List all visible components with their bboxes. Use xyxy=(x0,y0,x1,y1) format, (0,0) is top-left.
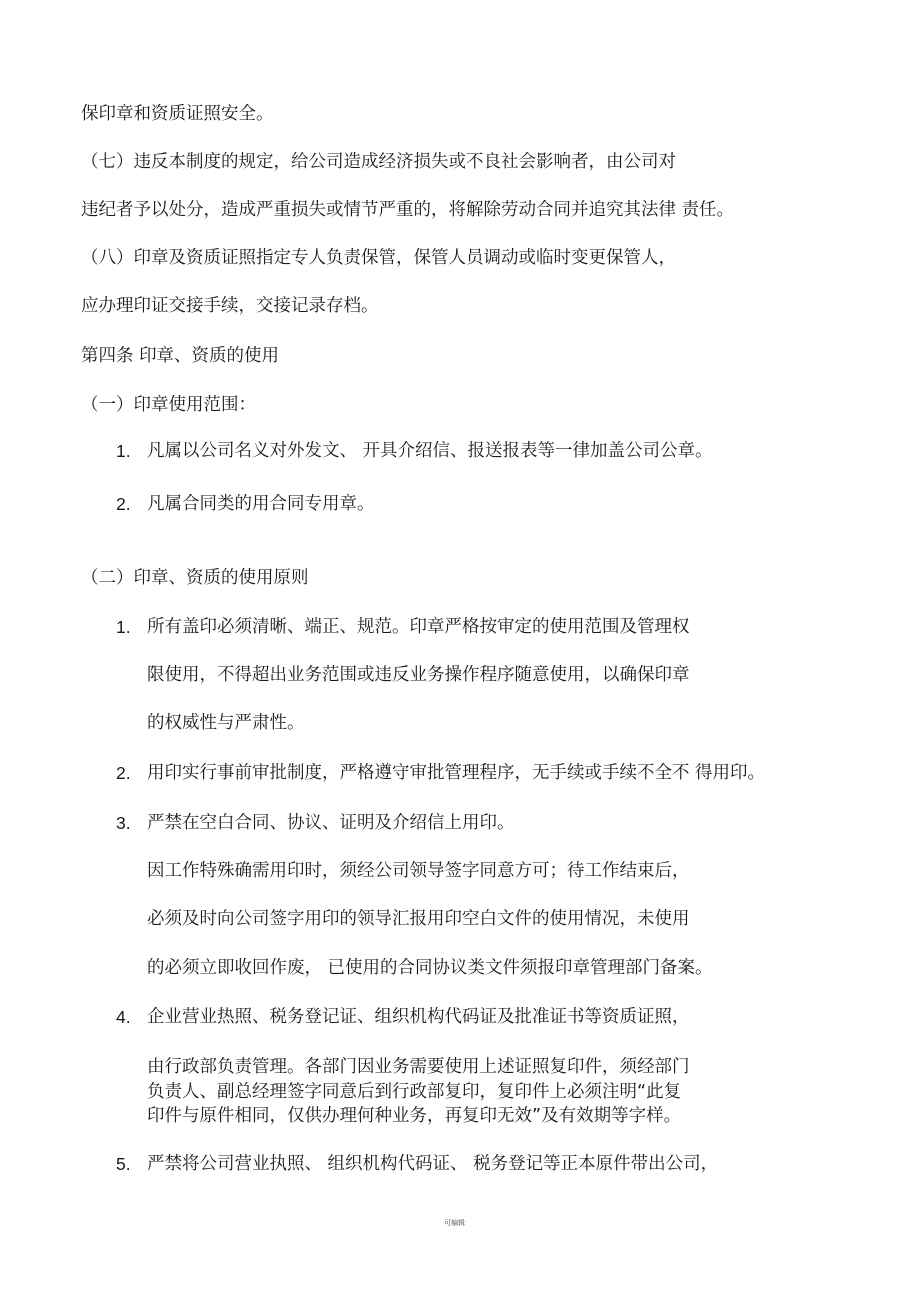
list-item-number: 3. xyxy=(116,813,131,833)
list-item-text: 凡属以公司名义对外发文、 开具介绍信、报送报表等一律加盖公司公章。 xyxy=(147,441,713,461)
list-item-number: 1. xyxy=(116,617,131,637)
list-item-text: 负责人、副总经理签字同意后到行政部复印，复印件上必须注明“此复 xyxy=(147,1082,682,1102)
paragraph-line: （八）印章及资质证照指定专人负责保管，保管人员调动或临时变更保管人， xyxy=(81,248,676,268)
section-heading: （一）印章使用范围： xyxy=(81,395,256,415)
list-item-text: 由行政部负责管理。各部门因业务需要使用上述证照复印件，须经部门 xyxy=(147,1057,690,1077)
list-item-text: 凡属合同类的用合同专用章。 xyxy=(147,494,375,514)
page-footer: 可编辑 xyxy=(444,1219,465,1227)
paragraph-line: 应办理印证交接手续，交接记录存档。 xyxy=(81,296,379,316)
list-item-number: 2. xyxy=(116,494,131,514)
list-item-text: 严禁将公司营业执照、 组织机构代码证、 税务登记等正本原件带出公司， xyxy=(147,1154,719,1174)
list-item-text: 限使用，不得超出业务范围或违反业务操作程序随意使用，以确保印章 xyxy=(147,665,690,685)
list-item-text: 所有盖印必须清晰、端正、规范。印章严格按审定的使用范围及管理权 xyxy=(147,617,690,637)
list-item-number: 1. xyxy=(116,441,131,461)
list-item-number: 4. xyxy=(116,1007,131,1027)
section-heading: （二）印章、资质的使用原则 xyxy=(81,568,309,588)
paragraph-line: 违纪者予以处分，造成严重损失或情节严重的，将解除劳动合同并追究其法律 责任。 xyxy=(81,200,735,220)
list-item-text: 企业营业热照、税务登记证、组织机构代码证及批准证书等资质证照， xyxy=(147,1007,690,1027)
list-item-number: 2. xyxy=(116,763,131,783)
list-item-text: 用印实行事前审批制度，严格遵守审批管理程序，无手续或手续不全不 得用印。 xyxy=(147,763,766,783)
article-heading: 第四条 印章、资质的使用 xyxy=(81,346,280,366)
list-item-number: 5. xyxy=(116,1154,131,1174)
list-item-text: 因工作特殊确需用印时，须经公司领导签字同意方可；待工作结束后， xyxy=(147,861,690,881)
list-item-text: 必须及时向公司签字用印的领导汇报用印空白文件的使用情况，未使用 xyxy=(147,909,690,929)
paragraph-line: （七）违反本制度的规定，给公司造成经济损失或不良社会影响者，由公司对 xyxy=(81,152,676,172)
list-item-text: 印件与原件相同，仅供办理何种业务，再复印无效”及有效期等字样。 xyxy=(147,1106,682,1126)
list-item-text: 的权威性与严肃性。 xyxy=(147,713,305,733)
paragraph-line: 保印章和资质证照安全。 xyxy=(81,104,274,124)
list-item-text: 严禁在空白合同、协议、证明及介绍信上用印。 xyxy=(147,813,515,833)
list-item-text: 的必须立即收回作废， 已使用的合同协议类文件须报印章管理部门备案。 xyxy=(147,958,713,978)
